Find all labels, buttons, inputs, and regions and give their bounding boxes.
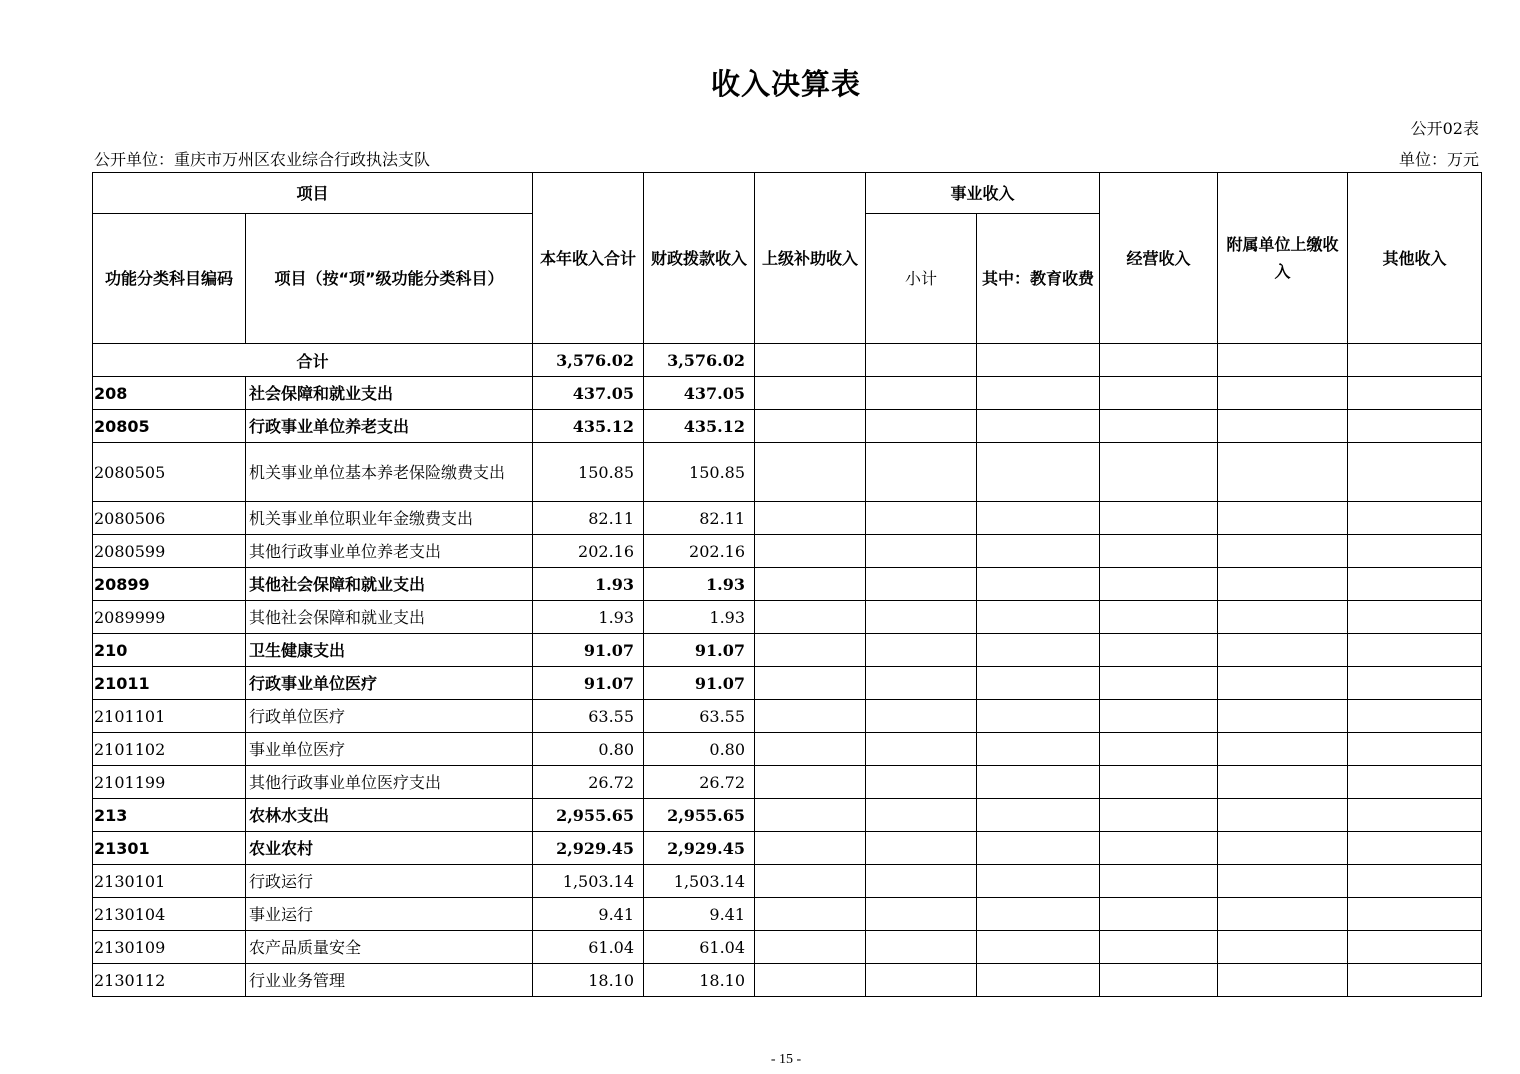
- row-total: 63.55: [533, 700, 644, 733]
- empty-cell: [1100, 667, 1218, 700]
- empty-cell: [755, 931, 866, 964]
- empty-cell: [977, 535, 1100, 568]
- empty-cell: [755, 443, 866, 502]
- table-row: [93, 865, 1482, 898]
- document-title: 收入决算表: [710, 67, 861, 101]
- row-total: 435.12: [533, 410, 644, 443]
- table-row: [93, 766, 1482, 799]
- empty-cell: [866, 733, 977, 766]
- row-total: 2,955.65: [533, 799, 644, 832]
- empty-cell: [977, 964, 1100, 997]
- row-code: 213: [93, 799, 246, 832]
- empty-cell: [1218, 443, 1348, 502]
- empty-cell: [1348, 733, 1482, 766]
- empty-cell: [866, 865, 977, 898]
- empty-cell: [1348, 634, 1482, 667]
- row-code: 2101101: [93, 700, 246, 733]
- row-total: 1.93: [533, 601, 644, 634]
- empty-cell: [977, 410, 1100, 443]
- table-body: [93, 344, 1482, 997]
- empty-cell: [755, 733, 866, 766]
- row-total: 91.07: [533, 634, 644, 667]
- empty-cell: [1218, 667, 1348, 700]
- empty-cell: [1348, 568, 1482, 601]
- empty-cell: [977, 344, 1100, 377]
- empty-cell: [977, 634, 1100, 667]
- empty-cell: [977, 931, 1100, 964]
- row-name: 其他行政事业单位医疗支出: [246, 766, 533, 799]
- row-total: 437.05: [533, 377, 644, 410]
- empty-cell: [755, 502, 866, 535]
- row-fiscal: 437.05: [644, 377, 755, 410]
- header-operating: 经营收入: [1100, 173, 1218, 344]
- empty-cell: [866, 964, 977, 997]
- empty-cell: [1100, 410, 1218, 443]
- row-total: 91.07: [533, 667, 644, 700]
- row-name: 卫生健康支出: [246, 634, 533, 667]
- row-fiscal: 9.41: [644, 898, 755, 931]
- empty-cell: [1218, 601, 1348, 634]
- row-total: 18.10: [533, 964, 644, 997]
- total-label: 合计: [93, 344, 533, 377]
- empty-cell: [755, 568, 866, 601]
- row-name: 农产品质量安全: [246, 931, 533, 964]
- row-name: 行政事业单位医疗: [246, 667, 533, 700]
- empty-cell: [1100, 502, 1218, 535]
- empty-cell: [977, 700, 1100, 733]
- row-fiscal: 91.07: [644, 667, 755, 700]
- empty-cell: [866, 766, 977, 799]
- empty-cell: [1348, 601, 1482, 634]
- empty-cell: [1100, 865, 1218, 898]
- empty-cell: [1100, 931, 1218, 964]
- row-name: 事业单位医疗: [246, 733, 533, 766]
- empty-cell: [1100, 898, 1218, 931]
- table-row: [93, 733, 1482, 766]
- page-number: - 15 -: [770, 1052, 802, 1067]
- empty-cell: [977, 799, 1100, 832]
- empty-cell: [977, 601, 1100, 634]
- row-name: 行政事业单位养老支出: [246, 410, 533, 443]
- empty-cell: [755, 964, 866, 997]
- empty-cell: [755, 832, 866, 865]
- row-fiscal: 150.85: [644, 443, 755, 502]
- empty-cell: [866, 634, 977, 667]
- header-fiscal: 财政拨款收入: [644, 173, 755, 344]
- empty-cell: [1218, 832, 1348, 865]
- row-code: 208: [93, 377, 246, 410]
- row-total: 202.16: [533, 535, 644, 568]
- total-amount: 3,576.02: [533, 344, 644, 377]
- row-code: 21011: [93, 667, 246, 700]
- empty-cell: [755, 377, 866, 410]
- row-total: 2,929.45: [533, 832, 644, 865]
- row-fiscal: 435.12: [644, 410, 755, 443]
- empty-cell: [866, 799, 977, 832]
- empty-cell: [1218, 733, 1348, 766]
- empty-cell: [1218, 865, 1348, 898]
- empty-cell: [755, 410, 866, 443]
- header-subtotal: 小计: [866, 214, 977, 344]
- row-code: 2080599: [93, 535, 246, 568]
- empty-cell: [866, 931, 977, 964]
- empty-cell: [1100, 964, 1218, 997]
- empty-cell: [1348, 700, 1482, 733]
- row-total: 150.85: [533, 443, 644, 502]
- table-row: [93, 931, 1482, 964]
- empty-cell: [755, 601, 866, 634]
- header-education: 其中：教育收费: [977, 214, 1100, 344]
- header-name: 项目（按“项”级功能分类科目）: [246, 214, 533, 344]
- row-fiscal: 61.04: [644, 931, 755, 964]
- total-row: [93, 344, 1482, 377]
- row-fiscal: 18.10: [644, 964, 755, 997]
- empty-cell: [755, 344, 866, 377]
- row-fiscal: 2,929.45: [644, 832, 755, 865]
- header-other: 其他收入: [1348, 173, 1482, 344]
- currency-unit: 单位：万元: [1398, 150, 1479, 169]
- row-name: 机关事业单位职业年金缴费支出: [246, 502, 533, 535]
- empty-cell: [1218, 931, 1348, 964]
- empty-cell: [977, 667, 1100, 700]
- empty-cell: [755, 898, 866, 931]
- row-fiscal: 202.16: [644, 535, 755, 568]
- empty-cell: [1100, 377, 1218, 410]
- table-row: [93, 634, 1482, 667]
- row-code: 2130109: [93, 931, 246, 964]
- row-fiscal: 1,503.14: [644, 865, 755, 898]
- table-row: [93, 601, 1482, 634]
- empty-cell: [977, 733, 1100, 766]
- empty-cell: [866, 502, 977, 535]
- empty-cell: [1100, 601, 1218, 634]
- empty-cell: [1348, 502, 1482, 535]
- row-fiscal: 0.80: [644, 733, 755, 766]
- empty-cell: [1218, 344, 1348, 377]
- empty-cell: [1348, 799, 1482, 832]
- table-row: [93, 377, 1482, 410]
- empty-cell: [866, 377, 977, 410]
- empty-cell: [1100, 535, 1218, 568]
- row-name: 事业运行: [246, 898, 533, 931]
- row-total: 82.11: [533, 502, 644, 535]
- empty-cell: [866, 601, 977, 634]
- empty-cell: [1100, 799, 1218, 832]
- row-name: 行业业务管理: [246, 964, 533, 997]
- row-total: 9.41: [533, 898, 644, 931]
- empty-cell: [1218, 700, 1348, 733]
- row-name: 机关事业单位基本养老保险缴费支出: [246, 443, 533, 502]
- table-row: [93, 410, 1482, 443]
- empty-cell: [866, 443, 977, 502]
- table-row: [93, 443, 1482, 502]
- form-number: 公开02表: [1410, 119, 1479, 138]
- row-name: 其他行政事业单位养老支出: [246, 535, 533, 568]
- empty-cell: [866, 344, 977, 377]
- empty-cell: [1100, 634, 1218, 667]
- row-name: 其他社会保障和就业支出: [246, 601, 533, 634]
- table-row: [93, 568, 1482, 601]
- empty-cell: [866, 535, 977, 568]
- empty-cell: [1348, 535, 1482, 568]
- row-name: 社会保障和就业支出: [246, 377, 533, 410]
- empty-cell: [866, 700, 977, 733]
- row-code: 20899: [93, 568, 246, 601]
- table-row: [93, 535, 1482, 568]
- table-row: [93, 832, 1482, 865]
- row-total: 1.93: [533, 568, 644, 601]
- row-name: 行政运行: [246, 865, 533, 898]
- empty-cell: [755, 634, 866, 667]
- empty-cell: [866, 898, 977, 931]
- empty-cell: [1100, 443, 1218, 502]
- empty-cell: [866, 568, 977, 601]
- empty-cell: [1218, 568, 1348, 601]
- empty-cell: [1218, 502, 1348, 535]
- empty-cell: [1100, 568, 1218, 601]
- row-code: 2101199: [93, 766, 246, 799]
- header-project: 项目: [93, 173, 533, 214]
- row-code: 2080506: [93, 502, 246, 535]
- table-row: [93, 700, 1482, 733]
- header-business-income: 事业收入: [866, 173, 1100, 214]
- row-name: 农业农村: [246, 832, 533, 865]
- empty-cell: [1348, 410, 1482, 443]
- empty-cell: [1218, 766, 1348, 799]
- row-fiscal: 2,955.65: [644, 799, 755, 832]
- row-fiscal: 82.11: [644, 502, 755, 535]
- row-fiscal: 1.93: [644, 568, 755, 601]
- empty-cell: [1100, 832, 1218, 865]
- row-fiscal: 1.93: [644, 601, 755, 634]
- row-code: 2101102: [93, 733, 246, 766]
- empty-cell: [977, 568, 1100, 601]
- empty-cell: [1348, 344, 1482, 377]
- empty-cell: [977, 443, 1100, 502]
- row-total: 61.04: [533, 931, 644, 964]
- row-code: 2130112: [93, 964, 246, 997]
- empty-cell: [866, 410, 977, 443]
- header-total: 本年收入合计: [533, 173, 644, 344]
- empty-cell: [866, 832, 977, 865]
- empty-cell: [977, 502, 1100, 535]
- table-header: [93, 173, 1482, 344]
- row-name: 行政单位医疗: [246, 700, 533, 733]
- row-fiscal: 91.07: [644, 634, 755, 667]
- table-row: [93, 667, 1482, 700]
- row-code: 210: [93, 634, 246, 667]
- empty-cell: [1348, 931, 1482, 964]
- empty-cell: [1100, 700, 1218, 733]
- empty-cell: [1100, 766, 1218, 799]
- empty-cell: [1348, 832, 1482, 865]
- row-code: 2130104: [93, 898, 246, 931]
- row-code: 2080505: [93, 443, 246, 502]
- header-affiliated: 附属单位上缴收入: [1218, 173, 1348, 344]
- empty-cell: [1348, 377, 1482, 410]
- empty-cell: [755, 865, 866, 898]
- header-superior: 上级补助收入: [755, 173, 866, 344]
- empty-cell: [1218, 799, 1348, 832]
- row-code: 20805: [93, 410, 246, 443]
- row-code: 2130101: [93, 865, 246, 898]
- empty-cell: [1348, 667, 1482, 700]
- empty-cell: [1218, 964, 1348, 997]
- empty-cell: [1218, 898, 1348, 931]
- empty-cell: [1218, 535, 1348, 568]
- header-code: 功能分类科目编码: [93, 214, 246, 344]
- empty-cell: [755, 667, 866, 700]
- table-row: [93, 964, 1482, 997]
- empty-cell: [977, 865, 1100, 898]
- reporting-unit: 公开单位：重庆市万州区农业综合行政执法支队: [94, 150, 431, 169]
- empty-cell: [755, 766, 866, 799]
- total-fiscal: 3,576.02: [644, 344, 755, 377]
- empty-cell: [1348, 766, 1482, 799]
- empty-cell: [977, 832, 1100, 865]
- income-table: [92, 172, 1482, 997]
- empty-cell: [755, 535, 866, 568]
- empty-cell: [1348, 898, 1482, 931]
- row-name: 农林水支出: [246, 799, 533, 832]
- empty-cell: [977, 898, 1100, 931]
- empty-cell: [755, 799, 866, 832]
- table-row: [93, 502, 1482, 535]
- row-fiscal: 26.72: [644, 766, 755, 799]
- row-code: 21301: [93, 832, 246, 865]
- row-total: 26.72: [533, 766, 644, 799]
- row-total: 0.80: [533, 733, 644, 766]
- empty-cell: [866, 667, 977, 700]
- row-total: 1,503.14: [533, 865, 644, 898]
- empty-cell: [977, 766, 1100, 799]
- row-code: 2089999: [93, 601, 246, 634]
- empty-cell: [1218, 410, 1348, 443]
- empty-cell: [1348, 964, 1482, 997]
- empty-cell: [1218, 634, 1348, 667]
- empty-cell: [1348, 865, 1482, 898]
- empty-cell: [1100, 344, 1218, 377]
- empty-cell: [1218, 377, 1348, 410]
- table-row: [93, 898, 1482, 931]
- row-fiscal: 63.55: [644, 700, 755, 733]
- empty-cell: [755, 700, 866, 733]
- empty-cell: [1100, 733, 1218, 766]
- empty-cell: [1348, 443, 1482, 502]
- empty-cell: [977, 377, 1100, 410]
- table-row: [93, 799, 1482, 832]
- row-name: 其他社会保障和就业支出: [246, 568, 533, 601]
